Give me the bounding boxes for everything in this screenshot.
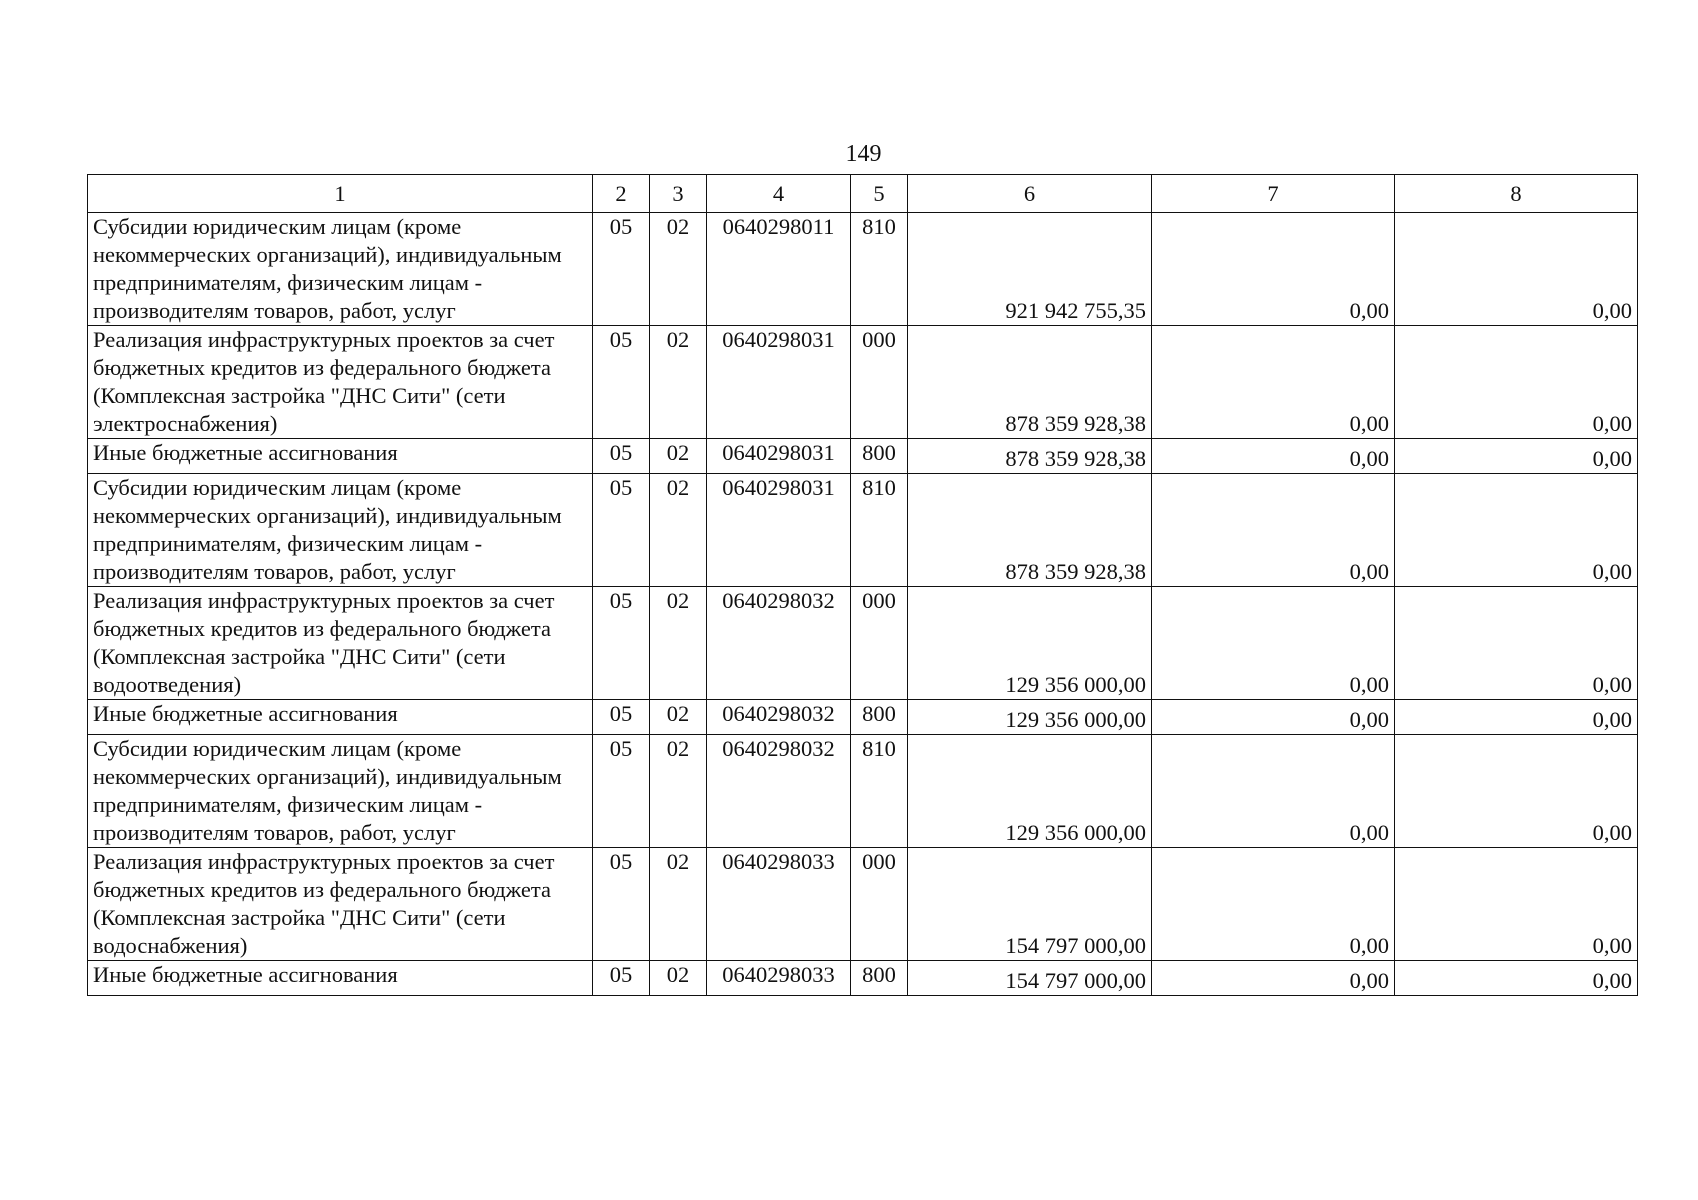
row-amount-2: 0,00 [1152,439,1395,474]
row-amount-1: 878 359 928,38 [908,474,1152,587]
row-amount-3: 0,00 [1395,735,1638,848]
row-section: 05 [593,439,650,474]
table-header-row [88,175,1638,213]
header-cell: 4 [707,175,851,213]
row-subsection: 02 [650,213,707,326]
row-amount-2: 0,00 [1152,587,1395,700]
row-amount-3: 0,00 [1395,700,1638,735]
row-amount-1: 129 356 000,00 [908,700,1152,735]
header-cell: 8 [1395,175,1638,213]
row-type: 000 [851,587,908,700]
row-name: Иные бюджетные ассигнования [88,961,593,996]
row-section: 05 [593,474,650,587]
row-subsection: 02 [650,735,707,848]
row-subsection: 02 [650,439,707,474]
row-name: Субсидии юридическим лицам (кроме некоммерческих организаций), индивидуальным предпринимателям, физическим лицам - производителям товаров, работ, услуг [88,474,593,587]
row-amount-2: 0,00 [1152,213,1395,326]
header-cell: 2 [593,175,650,213]
row-target: 0640298031 [707,326,851,439]
table-row [88,439,1638,474]
row-target: 0640298011 [707,213,851,326]
row-type: 800 [851,439,908,474]
row-section: 05 [593,700,650,735]
header-cell: 3 [650,175,707,213]
row-amount-3: 0,00 [1395,961,1638,996]
table-row [88,961,1638,996]
row-section: 05 [593,735,650,848]
row-name: Реализация инфраструктурных проектов за счет бюджетных кредитов из федерального бюджета (Комплексная застройка "ДНС Сити" (сети электроснабжения) [88,326,593,439]
row-type: 000 [851,326,908,439]
row-name: Субсидии юридическим лицам (кроме некоммерческих организаций), индивидуальным предпринимателям, физическим лицам - производителям товаров, работ, услуг [88,735,593,848]
table-row [88,213,1638,326]
row-target: 0640298031 [707,439,851,474]
row-section: 05 [593,326,650,439]
row-amount-1: 129 356 000,00 [908,587,1152,700]
row-amount-1: 154 797 000,00 [908,961,1152,996]
row-target: 0640298033 [707,848,851,961]
row-type: 800 [851,700,908,735]
row-target: 0640298032 [707,735,851,848]
row-amount-3: 0,00 [1395,326,1638,439]
row-amount-1: 129 356 000,00 [908,735,1152,848]
row-type: 810 [851,213,908,326]
row-name: Иные бюджетные ассигнования [88,700,593,735]
table-row [88,587,1638,700]
row-amount-2: 0,00 [1152,326,1395,439]
row-section: 05 [593,587,650,700]
row-target: 0640298031 [707,474,851,587]
row-subsection: 02 [650,848,707,961]
row-amount-1: 154 797 000,00 [908,848,1152,961]
table-row [88,326,1638,439]
row-section: 05 [593,848,650,961]
row-subsection: 02 [650,587,707,700]
row-amount-1: 921 942 755,35 [908,213,1152,326]
row-amount-3: 0,00 [1395,587,1638,700]
header-cell: 7 [1152,175,1395,213]
row-section: 05 [593,961,650,996]
header-cell: 5 [851,175,908,213]
header-cell: 1 [88,175,593,213]
row-amount-3: 0,00 [1395,474,1638,587]
table-row [88,700,1638,735]
row-name: Субсидии юридическим лицам (кроме некоммерческих организаций), индивидуальным предпринимателям, физическим лицам - производителям товаров, работ, услуг [88,213,593,326]
row-amount-3: 0,00 [1395,848,1638,961]
row-amount-2: 0,00 [1152,474,1395,587]
table-row [88,848,1638,961]
row-amount-1: 878 359 928,38 [908,439,1152,474]
row-subsection: 02 [650,700,707,735]
row-subsection: 02 [650,326,707,439]
row-type: 810 [851,735,908,848]
row-amount-2: 0,00 [1152,848,1395,961]
row-amount-3: 0,00 [1395,213,1638,326]
row-target: 0640298033 [707,961,851,996]
row-amount-2: 0,00 [1152,735,1395,848]
table-row [88,474,1638,587]
row-amount-2: 0,00 [1152,700,1395,735]
row-target: 0640298032 [707,700,851,735]
row-target: 0640298032 [707,587,851,700]
row-amount-3: 0,00 [1395,439,1638,474]
row-amount-1: 878 359 928,38 [908,326,1152,439]
row-amount-2: 0,00 [1152,961,1395,996]
row-type: 810 [851,474,908,587]
table-row [88,735,1638,848]
row-name: Иные бюджетные ассигнования [88,439,593,474]
row-section: 05 [593,213,650,326]
row-name: Реализация инфраструктурных проектов за счет бюджетных кредитов из федерального бюджета (Комплексная застройка "ДНС Сити" (сети водоснабжения) [88,848,593,961]
budget-table [87,174,1638,996]
row-type: 000 [851,848,908,961]
page-number: 149 [845,141,882,167]
header-cell: 6 [908,175,1152,213]
row-subsection: 02 [650,474,707,587]
row-subsection: 02 [650,961,707,996]
row-type: 800 [851,961,908,996]
row-name: Реализация инфраструктурных проектов за счет бюджетных кредитов из федерального бюджета (Комплексная застройка "ДНС Сити" (сети водоотведения) [88,587,593,700]
